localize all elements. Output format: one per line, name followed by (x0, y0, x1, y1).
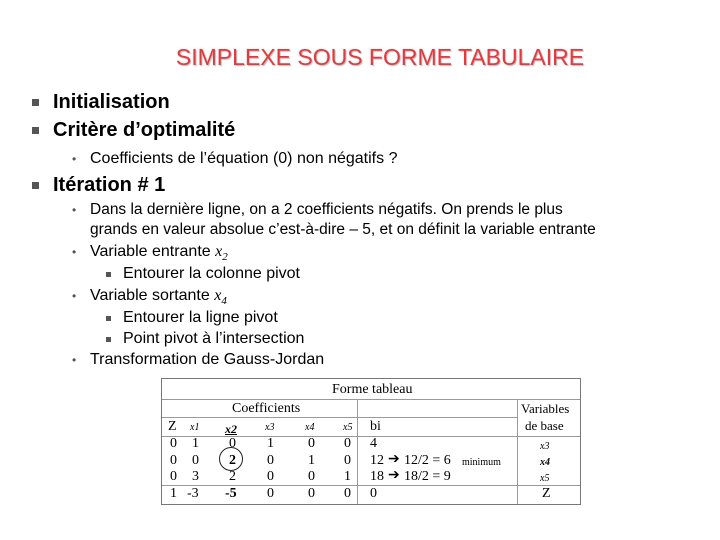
square-bullet-icon (106, 316, 111, 321)
cell: 1 (170, 486, 177, 501)
dot-bullet-icon: • (72, 289, 77, 303)
cell: 0 (170, 453, 177, 468)
cell: 0 (229, 436, 236, 451)
cell: 0 (267, 486, 274, 501)
cell: 1 (344, 469, 351, 484)
sub-bullet-text: Coefficients de l’équation (0) non négatifs ? (90, 150, 398, 167)
variable-symbol: x (215, 243, 223, 260)
col-header-z: Z (168, 419, 177, 434)
cell-base: Z (542, 486, 551, 501)
cell-pivot: 2 (229, 453, 236, 468)
cell-base: x4 (540, 457, 550, 468)
sub-bullet-gauss-jordan (72, 351, 324, 370)
bullet-iteration (32, 174, 165, 197)
sub-sub-bullet-point-pivot (106, 330, 304, 348)
col-header-x2: x2 (225, 422, 237, 436)
cell: 1 (192, 436, 199, 451)
dot-bullet-icon: • (72, 245, 77, 259)
cell: 18 (370, 469, 384, 484)
square-bullet-icon (106, 337, 111, 342)
sub-bullet-text: Variable entrante (90, 243, 216, 260)
sub-sub-bullet-text: Point pivot à l’intersection (123, 330, 305, 347)
sub-sub-bullet-text: Entourer la colonne pivot (123, 265, 300, 282)
cell: 0 (370, 486, 377, 501)
cell: 3 (192, 469, 199, 484)
cell: 0 (308, 436, 315, 451)
square-bullet-icon (32, 127, 39, 134)
sub-bullet-text: Transformation de Gauss-Jordan (90, 351, 325, 368)
cell: 0 (344, 436, 351, 451)
square-bullet-icon (32, 99, 39, 106)
ratio-note: 18/2 = 9 (404, 469, 451, 484)
cell: 0 (344, 453, 351, 468)
ratio-note: 12/2 = 6 (404, 453, 451, 468)
sub-bullet-text-line2: grands en valeur absolue c’est-à-dire – 5, et on définit la variable entrante (90, 221, 596, 238)
page-title: SIMPLEXE SOUS FORME TABULAIRE (175, 44, 585, 70)
sub-bullet-coefficients (72, 150, 397, 169)
cell: 0 (308, 486, 315, 501)
cell: 0 (267, 453, 274, 468)
bullet-initialisation (32, 91, 170, 114)
col-header-x4: x4 (305, 422, 315, 433)
variable-index: 4 (221, 295, 227, 308)
coefficients-label: Coefficients (232, 401, 301, 416)
variables-base-label: Variables (521, 401, 570, 416)
cell: 12 (370, 453, 384, 468)
divider (357, 399, 358, 504)
dot-bullet-icon: • (72, 353, 77, 367)
sub-bullet-variable-entrante (72, 243, 228, 263)
sub-bullet-text-line1: Dans la dernière ligne, on a 2 coefficients négatifs. On prends le plus (90, 201, 563, 218)
minimum-note: minimum (462, 457, 501, 468)
cell: 1 (267, 436, 274, 451)
col-header-x5: x5 (343, 422, 353, 433)
arrow-icon: ➔ (388, 468, 400, 483)
dot-bullet-icon: • (72, 152, 77, 166)
cell-base: x5 (540, 473, 550, 484)
cell: 0 (344, 486, 351, 501)
col-header-bi: bi (370, 419, 381, 434)
variable-symbol: x (214, 287, 222, 304)
square-bullet-icon (32, 182, 39, 189)
arrow-icon: ➔ (388, 452, 400, 467)
cell: 0 (308, 469, 315, 484)
cell: 0 (170, 469, 177, 484)
cell: -5 (225, 486, 237, 501)
bullet-text: Critère d’optimalité (53, 119, 236, 141)
bullet-text: Initialisation (53, 91, 170, 113)
cell: 4 (370, 436, 377, 451)
cell: 0 (267, 469, 274, 484)
cell: 2 (229, 469, 236, 484)
cell: 1 (308, 453, 315, 468)
simplex-tableau (161, 378, 581, 505)
sub-bullet-derniere-ligne (72, 201, 596, 239)
tableau-header: Forme tableau (332, 382, 413, 397)
cell: 0 (192, 453, 199, 468)
divider (517, 399, 518, 504)
cell: 0 (170, 436, 177, 451)
sub-sub-bullet-text: Entourer la ligne pivot (123, 309, 278, 326)
variable-index: 2 (222, 251, 228, 264)
cell: -3 (187, 486, 199, 501)
divider (162, 417, 518, 418)
dot-bullet-icon: • (72, 203, 77, 217)
bullet-critere (32, 119, 235, 142)
cell-base: x3 (540, 441, 550, 452)
bullet-text: Itération # 1 (53, 174, 166, 196)
sub-bullet-text: Variable sortante (90, 287, 215, 304)
col-header-x3: x3 (265, 422, 275, 433)
pivot-circle (219, 447, 243, 471)
square-bullet-icon (106, 272, 111, 277)
sub-sub-bullet-ligne-pivot (106, 309, 278, 327)
col-header-x1: x1 (190, 422, 200, 433)
variables-base-label-2: de base (525, 418, 564, 433)
sub-sub-bullet-colonne-pivot (106, 265, 300, 283)
sub-bullet-variable-sortante (72, 287, 227, 307)
